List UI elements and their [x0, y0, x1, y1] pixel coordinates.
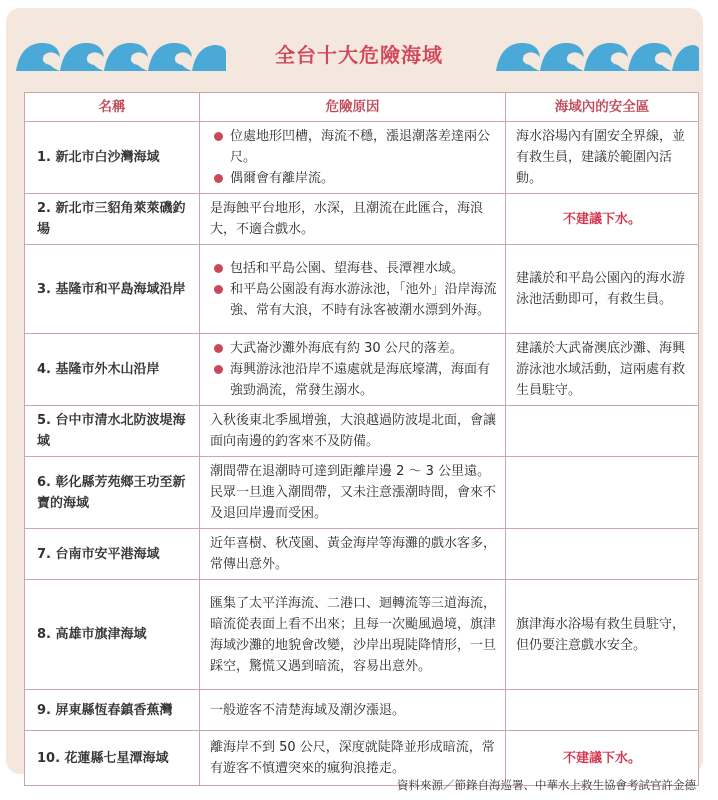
table-row [25, 580, 699, 690]
row-safety: 海水浴場內有圍安全界線，並有救生員，建議於範圍內活動。 [506, 122, 699, 194]
row-safety-warning: 不建議下水。 [506, 731, 699, 786]
row-name: 4. 基隆市外木山沿岸 [25, 334, 200, 406]
table-header-row [25, 93, 699, 122]
row-name: 1. 新北市白沙灣海域 [25, 122, 200, 194]
row-name: 6. 彰化縣芳苑鄉王功至新寶的海域 [25, 457, 200, 529]
table-row [25, 245, 699, 334]
header-safety: 海域內的安全區 [506, 93, 699, 122]
row-name: 8. 高雄市旗津海域 [25, 580, 200, 690]
reason-bullet: 位處地形凹槽，海流不穩，漲退潮落差達兩公尺。 [210, 126, 497, 168]
table-row [25, 690, 699, 731]
row-safety: 建議於和平島公園內的海水游泳池活動即可，有救生員。 [506, 245, 699, 334]
row-safety [506, 406, 699, 457]
header-name: 名稱 [25, 93, 200, 122]
row-reason: 潮間帶在退潮時可達到距離岸邊 2 ～ 3 公里遠。民眾一旦進入潮間帶，又未注意漲潮時間，會來不及退回岸邊而受困。 [200, 457, 506, 529]
row-safety [506, 690, 699, 731]
header-reason: 危險原因 [200, 93, 506, 122]
row-name: 2. 新北市三貂角萊萊磯釣場 [25, 194, 200, 245]
table-row [25, 457, 699, 529]
reason-bullet: 海興游泳池沿岸不遠處就是海底壕溝，海面有強勁渦流，常發生溺水。 [210, 359, 497, 401]
row-name: 10. 花蓮縣七星潭海域 [25, 731, 200, 786]
wave-decoration-icon [494, 33, 699, 75]
row-reason [200, 334, 506, 406]
row-name: 3. 基隆市和平島海域沿岸 [25, 245, 200, 334]
row-safety-warning: 不建議下水。 [506, 194, 699, 245]
source-note: 資料來源／節錄自海巡署、中華水上救生協會考試官許金德 [397, 778, 696, 792]
page-title: 全台十大危險海域 [275, 43, 443, 67]
row-name: 5. 台中市清水北防波堤海域 [25, 406, 200, 457]
reason-bullet: 偶爾會有離岸流。 [210, 168, 497, 189]
row-reason [200, 245, 506, 334]
row-reason: 離海岸不到 50 公尺，深度就陡降並形成暗流，常有遊客不慎遭突來的瘋狗浪捲走。 [200, 731, 506, 786]
table-row [25, 194, 699, 245]
row-safety: 旗津海水浴場有救生員駐守，但仍要注意戲水安全。 [506, 580, 699, 690]
wave-decoration-icon [14, 33, 226, 75]
row-safety: 建議於大武崙澳底沙灘、海興游泳池水域活動，這兩處有救生員駐守。 [506, 334, 699, 406]
row-reason [200, 122, 506, 194]
row-reason: 匯集了太平洋海流、二港口、迴轉流等三道海流，暗流從表面上看不出來；且每一次颱風過境，旗津海域沙灘的地貌會改變，沙岸出現陡降情形，一旦踩空，驚慌又遇到暗流，容易出意外。 [200, 580, 506, 690]
header [6, 8, 703, 88]
reason-bullet: 大武崙沙灘外海底有約 30 公尺的落差。 [210, 338, 497, 359]
row-name: 9. 屏東縣恆春鎮香蕉灣 [25, 690, 200, 731]
danger-table [24, 92, 699, 786]
reason-bullet: 包括和平島公園、望海巷、長潭裡水域。 [210, 258, 497, 279]
table-row [25, 122, 699, 194]
row-reason: 近年喜樹、秋茂園、黃金海岸等海灘的戲水客多，常傳出意外。 [200, 529, 506, 580]
table-row [25, 406, 699, 457]
table-row [25, 334, 699, 406]
row-safety [506, 529, 699, 580]
row-reason: 一般遊客不清楚海域及潮汐漲退。 [200, 690, 506, 731]
row-reason: 是海蝕平台地形，水深，且潮流在此匯合，海浪大，不適合戲水。 [200, 194, 506, 245]
reason-bullet: 和平島公園設有海水游泳池，「池外」沿岸海流強、常有大浪，不時有泳客被潮水漂到外海。 [210, 279, 497, 321]
row-reason: 入秋後東北季風增強，大浪越過防波堤北面，會讓面向南邊的釣客來不及防備。 [200, 406, 506, 457]
row-name: 7. 台南市安平港海域 [25, 529, 200, 580]
row-safety [506, 457, 699, 529]
table-row [25, 529, 699, 580]
